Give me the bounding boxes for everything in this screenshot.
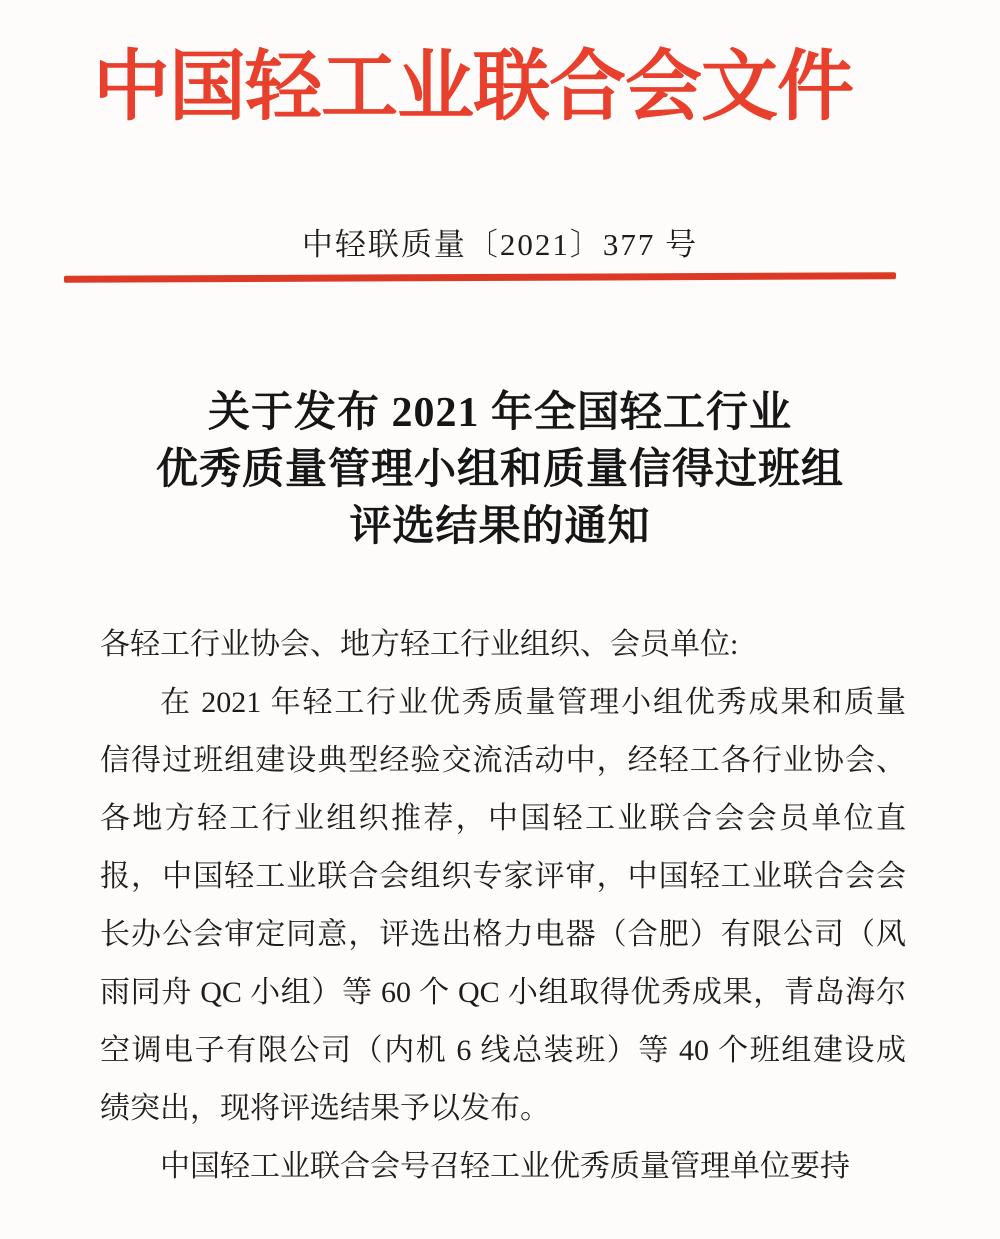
body-line: 报，中国轻工业联合会组织专家评审，中国轻工业联合会会 — [100, 860, 906, 893]
body-line: 空调电子有限公司（内机 6 线总装班）等 40 个班组建设成 — [100, 1034, 906, 1067]
title-line-1: 关于发布 2021 年全国轻工行业 — [207, 390, 792, 436]
red-divider-rule — [64, 272, 896, 283]
body-line: 长办公会审定同意，评选出格力电器（合肥）有限公司（风 — [100, 918, 906, 951]
title-line-3: 评选结果的通知 — [349, 504, 651, 550]
body-line: 中国轻工业联合会号召轻工业优秀质量管理单位要持 — [160, 1150, 850, 1183]
document-title — [0, 385, 1000, 556]
body-line: 在 2021 年轻工行业优秀质量管理小组优秀成果和质量 — [160, 686, 906, 719]
document-body — [100, 616, 906, 1196]
body-line: 各地方轻工行业组织推荐，中国轻工业联合会会员单位直 — [100, 802, 906, 835]
body-line: 信得过班组建设典型经验交流活动中，经轻工各行业协会、 — [100, 744, 906, 777]
body-line: 绩突出，现将评选结果予以发布。 — [100, 1092, 550, 1125]
body-line: 雨同舟 QC 小组）等 60 个 QC 小组取得优秀成果，青岛海尔 — [100, 976, 906, 1009]
salutation-line: 各轻工行业协会、地方轻工行业组织、会员单位: — [100, 628, 739, 661]
org-header-title: 中国轻工业联合会文件 — [93, 44, 853, 130]
doc-number: 中轻联质量〔2021〕377 号 — [301, 227, 699, 262]
title-line-2: 优秀质量管理小组和质量信得过班组 — [155, 447, 844, 493]
